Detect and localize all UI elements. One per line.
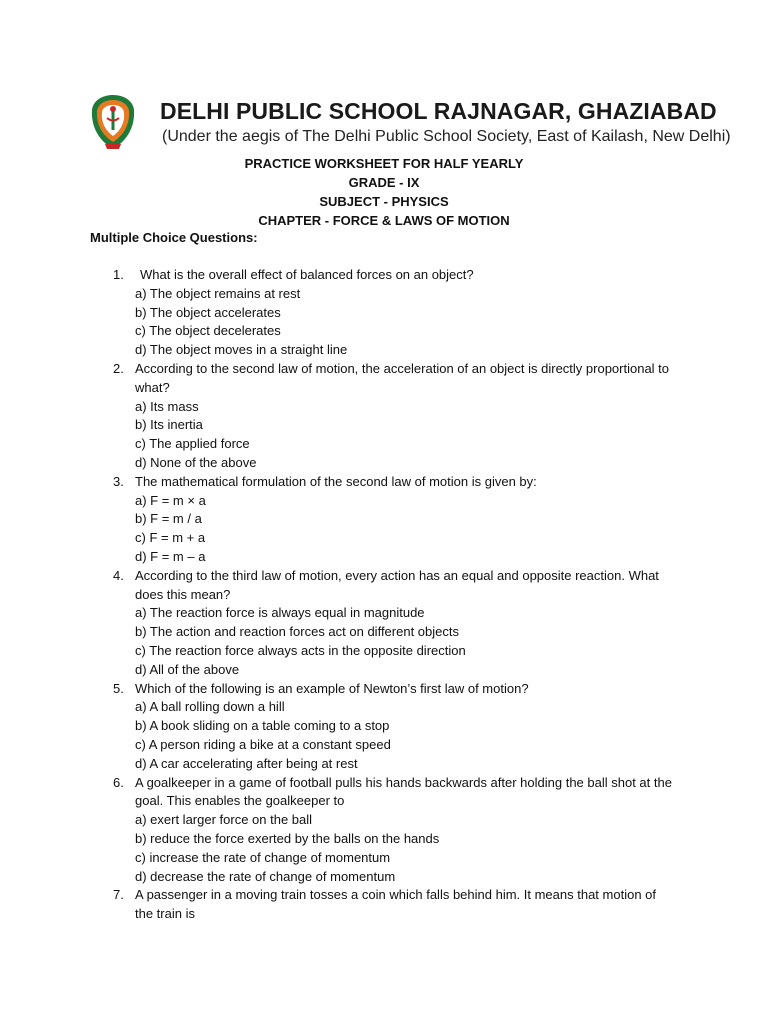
answer-option: c) The reaction force always acts in the opposite direction xyxy=(135,642,466,658)
answer-option: a) The reaction force is always equal in magnitude xyxy=(135,605,425,621)
answer-option: b) The action and reaction forces act on different objects xyxy=(135,624,459,640)
question-item xyxy=(0,360,768,473)
answer-option: d) None of the above xyxy=(135,454,257,470)
question-text: A passenger in a moving train tosses a coin which falls behind him. It means that motion of the train is xyxy=(135,887,656,922)
answer-option: d) The object moves in a straight line xyxy=(135,342,348,358)
grade-label: GRADE - IX xyxy=(348,175,420,190)
worksheet-headings xyxy=(0,154,768,230)
school-name: DELHI PUBLIC SCHOOL RAJNAGAR, GHAZIABAD xyxy=(160,98,717,124)
question-text: A goalkeeper in a game of football pulls his hands backwards after holding the ball shot at the goal. This enables the goalkeeper to xyxy=(135,774,672,809)
question-item xyxy=(0,266,768,360)
question-item xyxy=(0,680,768,774)
question-text: According to the third law of motion, every action has an equal and opposite reaction. What does this mean? xyxy=(135,567,659,602)
answer-option: d) decrease the rate of change of momentum xyxy=(135,868,396,884)
answer-option: c) increase the rate of change of momentum xyxy=(135,849,391,865)
answer-option: b) A book sliding on a table coming to a stop xyxy=(135,718,390,734)
answer-option: d) All of the above xyxy=(135,661,240,677)
question-item xyxy=(0,473,768,567)
answer-option: b) Its inertia xyxy=(135,417,203,433)
letterhead xyxy=(88,92,731,154)
question-number: 2. xyxy=(113,360,124,376)
question-text: According to the second law of motion, the acceleration of an object is directly proportional to what? xyxy=(135,360,670,395)
question-text: What is the overall effect of balanced forces on an object? xyxy=(140,267,474,282)
section-title: Multiple Choice Questions: xyxy=(90,230,258,245)
question-item xyxy=(0,567,768,680)
question-text: Which of the following is an example of Newton’s first law of motion? xyxy=(135,680,529,696)
answer-option: d) F = m – a xyxy=(135,548,206,564)
question-number: 6. xyxy=(113,774,124,790)
answer-option: b) F = m / a xyxy=(135,511,202,527)
answer-option: a) A ball rolling down a hill xyxy=(135,699,285,715)
chapter-label: CHAPTER - FORCE & LAWS OF MOTION xyxy=(258,213,510,228)
answer-option: a) The object remains at rest xyxy=(135,285,301,301)
question-item xyxy=(0,774,768,887)
answer-option: c) A person riding a bike at a constant speed xyxy=(135,736,391,752)
answer-option: a) F = m × a xyxy=(135,492,206,508)
question-number: 3. xyxy=(113,473,124,489)
answer-option: a) exert larger force on the ball xyxy=(135,812,313,828)
answer-option: a) Its mass xyxy=(135,398,199,414)
answer-option: c) F = m + a xyxy=(135,530,206,546)
question-text: The mathematical formulation of the second law of motion is given by: xyxy=(135,473,537,489)
answer-option: c) The object decelerates xyxy=(135,323,281,339)
question-list xyxy=(0,266,768,924)
answer-option: b) reduce the force exerted by the balls on the hands xyxy=(135,830,440,846)
answer-option: b) The object accelerates xyxy=(135,304,281,320)
school-subtitle: (Under the aegis of The Delhi Public School Society, East of Kailash, New Delhi) xyxy=(162,128,731,145)
school-crest-icon xyxy=(88,92,138,152)
worksheet-title: PRACTICE WORKSHEET FOR HALF YEARLY xyxy=(244,156,524,171)
question-number: 5. xyxy=(113,680,124,696)
subject-label: SUBJECT - PHYSICS xyxy=(319,194,449,209)
question-number: 1. xyxy=(113,267,124,282)
question-number: 7. xyxy=(113,887,124,903)
answer-option: d) A car accelerating after being at rest xyxy=(135,755,358,771)
question-item xyxy=(0,886,768,924)
question-number: 4. xyxy=(113,567,124,583)
answer-option: c) The applied force xyxy=(135,436,250,452)
